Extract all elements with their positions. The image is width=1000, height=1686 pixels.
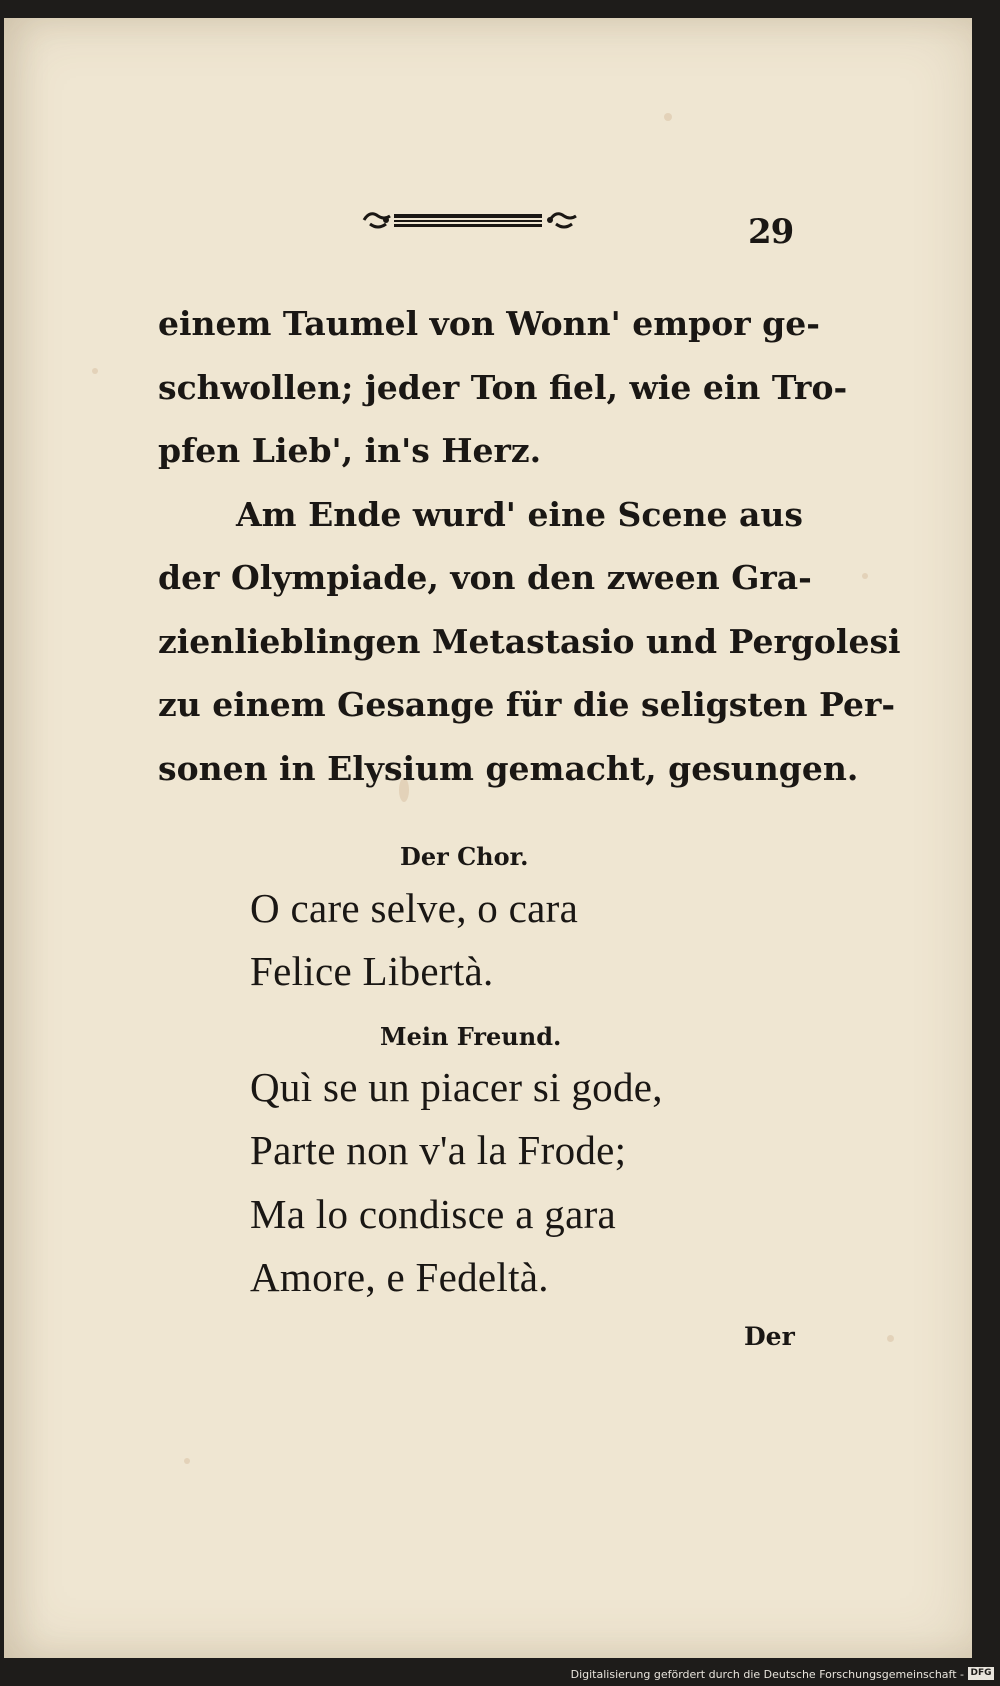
speaker-heading: Mein Freund. [380,1022,562,1051]
speaker-heading: Der Chor. [400,842,529,871]
prose-line: der Olympiade, von den zween Gra- [158,558,812,597]
prose-line: einem Taumel von Wonn' empor ge- [158,304,820,343]
prose-line: pfen Lieb', in's Herz. [158,431,542,470]
ornament-headpiece-icon [360,205,585,235]
prose-line: schwollen; jeder Ton fiel, wie ein Tro- [158,367,848,407]
prose-paragraphs [158,292,901,800]
digitization-credit: Digitalisierung gefördert durch die Deutsche Forschungsgemeinschaft - [570,1668,964,1681]
verse-line: Parte non v'a la Frode; [250,1127,627,1173]
prose-line: zu einem Gesange für die seligsten Per- [158,685,896,724]
verse-line: O care selve, o cara [250,885,579,931]
foxing-stain [862,573,868,579]
verse-line: Quì se un piacer si gode, [250,1064,663,1110]
dfg-logo: DFG [968,1667,994,1680]
foxing-stain [92,368,98,374]
catchword: Der [744,1322,795,1351]
prose-line: zienlieblingen Metastasio und Pergolesi [158,621,901,661]
verse-line: Ma lo condisce a gara [250,1191,617,1237]
page-number: 29 [748,212,794,252]
foxing-stain [664,113,672,121]
foxing-stain [887,1335,894,1342]
book-page [4,18,972,1658]
prose-line: sonen in Elysium gemacht, gesungen. [158,748,859,788]
verse-line: Amore, e Fedeltà. [250,1254,549,1300]
verse-line: Felice Libertà. [250,948,494,994]
foxing-stain [184,1458,190,1464]
prose-line: Am Ende wurd' eine Scene aus [236,494,803,534]
